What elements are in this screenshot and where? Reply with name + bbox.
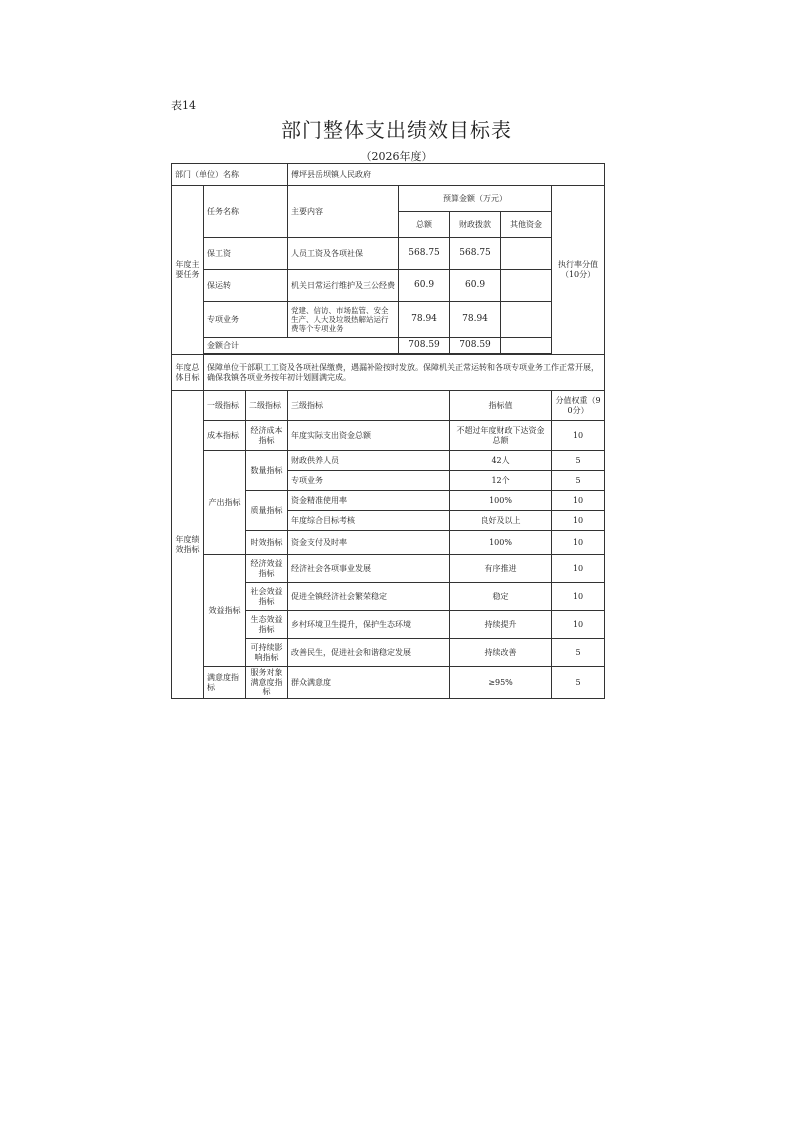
- table-row: [172, 555, 605, 583]
- l2-cost: 经济成本指标: [246, 421, 288, 451]
- col-task-name: 任务名称: [204, 186, 288, 238]
- goal-text: 保障单位干部职工工资及各项社保缴费，遇漏补险按时发放。保障机关正常运转和各项专项业务工作正常开展，确保我镇各项业务按年初计划圆满完成。: [204, 355, 605, 391]
- l3-cost: 年度实际支出资金总额: [288, 421, 450, 451]
- task-other: [501, 302, 552, 338]
- col-fiscal: 财政拨款: [450, 212, 501, 238]
- l1-cost: 成本指标: [204, 421, 246, 451]
- col-content: 主要内容: [288, 186, 399, 238]
- task-fiscal: 60.9: [450, 270, 501, 302]
- table-row: [172, 421, 605, 451]
- indicator-header-row: [172, 391, 605, 421]
- task-fiscal: 568.75: [450, 238, 501, 270]
- h-value: 指标值: [450, 391, 552, 421]
- weight-cost: 10: [552, 421, 605, 451]
- indicator-weight: 5: [552, 471, 605, 491]
- table-row: [172, 667, 605, 699]
- dept-row: [172, 164, 605, 186]
- task-other: [501, 270, 552, 302]
- l3-indicator: 群众满意度: [288, 667, 450, 699]
- task-name: 保运转: [204, 270, 288, 302]
- task-content: 党建、信访、市场监管、安全生产、人大及垃圾热解站运行费等个专项业务: [288, 302, 399, 338]
- col-total: 总额: [399, 212, 450, 238]
- indicator-value: 100%: [450, 491, 552, 511]
- indicator-weight: 10: [552, 583, 605, 611]
- page-title: 部门整体支出绩效目标表: [281, 118, 512, 142]
- sum-other: [501, 338, 552, 354]
- task-total: 78.94: [399, 302, 450, 338]
- l3-indicator: 经济社会各项事业发展: [288, 555, 450, 583]
- task-fiscal: 78.94: [450, 302, 501, 338]
- performance-goal-table: [171, 163, 605, 699]
- l2-satisfaction: 服务对象满意度指标: [246, 667, 288, 699]
- indicator-value: 稳定: [450, 583, 552, 611]
- l2-time: 时效指标: [246, 531, 288, 555]
- h-level1: 一级指标: [204, 391, 246, 421]
- l3-indicator: 资金精准使用率: [288, 491, 450, 511]
- indicator-weight: 10: [552, 611, 605, 639]
- task-total: 568.75: [399, 238, 450, 270]
- indicator-weight: 10: [552, 555, 605, 583]
- tasks-side-label: 年度主要任务: [172, 186, 204, 355]
- l2-quality: 质量指标: [246, 491, 288, 531]
- task-name: 保工资: [204, 238, 288, 270]
- indicator-weight: 10: [552, 531, 605, 555]
- indicator-weight: 5: [552, 639, 605, 667]
- h-level2: 二级指标: [246, 391, 288, 421]
- dept-value: 傅坪县岳坝镇人民政府: [288, 164, 605, 186]
- task-name: 专项业务: [204, 302, 288, 338]
- sum-fiscal: 708.59: [450, 338, 501, 354]
- l3-indicator: 年度综合目标考核: [288, 511, 450, 531]
- task-content: 人员工资及各项社保: [288, 238, 399, 270]
- indicators-side-label: 年度绩效指标: [172, 391, 204, 699]
- indicator-weight: 10: [552, 491, 605, 511]
- fiscal-year: （2026年度）: [360, 150, 433, 163]
- l2-quantity: 数量指标: [246, 451, 288, 491]
- l3-indicator: 改善民生，促进社会和谐稳定发展: [288, 639, 450, 667]
- sum-label: 金额合计: [204, 338, 399, 354]
- exec-rate-label: 执行率分值（10分）: [552, 186, 605, 355]
- l1-satisfaction: 满意度指标: [204, 667, 246, 699]
- dept-label: 部门（单位）名称: [172, 164, 288, 186]
- task-other: [501, 238, 552, 270]
- l3-indicator: 专项业务: [288, 471, 450, 491]
- indicator-weight: 5: [552, 667, 605, 699]
- indicator-value: 持续提升: [450, 611, 552, 639]
- indicator-weight: 10: [552, 511, 605, 531]
- l3-indicator: 资金支付及时率: [288, 531, 450, 555]
- sum-row: [172, 338, 605, 354]
- goal-label: 年度总体目标: [172, 355, 204, 391]
- l2-indicator: 社会效益指标: [246, 583, 288, 611]
- goal-row: [172, 355, 605, 391]
- value-cost: 不超过年度财政下达资金总额: [450, 421, 552, 451]
- h-weight: 分值权重（90分）: [552, 391, 605, 421]
- budget-header: 预算金额（万元）: [399, 186, 552, 212]
- sum-total: 708.59: [399, 338, 450, 354]
- table-row: [172, 302, 605, 338]
- task-content: 机关日常运行维护及三公经费: [288, 270, 399, 302]
- table-row: [172, 451, 605, 471]
- indicator-value: ≥95%: [450, 667, 552, 699]
- indicator-value: 持续改善: [450, 639, 552, 667]
- tasks-header-row: [172, 186, 605, 212]
- table-row: [172, 238, 605, 270]
- table-row: [172, 270, 605, 302]
- l1-benefit: 效益指标: [204, 555, 246, 667]
- table-number: 表14: [171, 99, 196, 112]
- l3-indicator: 促进全镇经济社会繁荣稳定: [288, 583, 450, 611]
- indicator-value: 有序推进: [450, 555, 552, 583]
- l3-indicator: 财政供养人员: [288, 451, 450, 471]
- l3-indicator: 乡村环境卫生提升，保护生态环境: [288, 611, 450, 639]
- indicator-weight: 5: [552, 451, 605, 471]
- h-level3: 三级指标: [288, 391, 450, 421]
- indicator-value: 良好及以上: [450, 511, 552, 531]
- l2-indicator: 经济效益指标: [246, 555, 288, 583]
- indicator-value: 12个: [450, 471, 552, 491]
- indicator-value: 100%: [450, 531, 552, 555]
- col-other: 其他资金: [501, 212, 552, 238]
- l2-indicator: 生态效益指标: [246, 611, 288, 639]
- l1-output: 产出指标: [204, 451, 246, 555]
- indicator-value: 42人: [450, 451, 552, 471]
- task-total: 60.9: [399, 270, 450, 302]
- l2-indicator: 可持续影响指标: [246, 639, 288, 667]
